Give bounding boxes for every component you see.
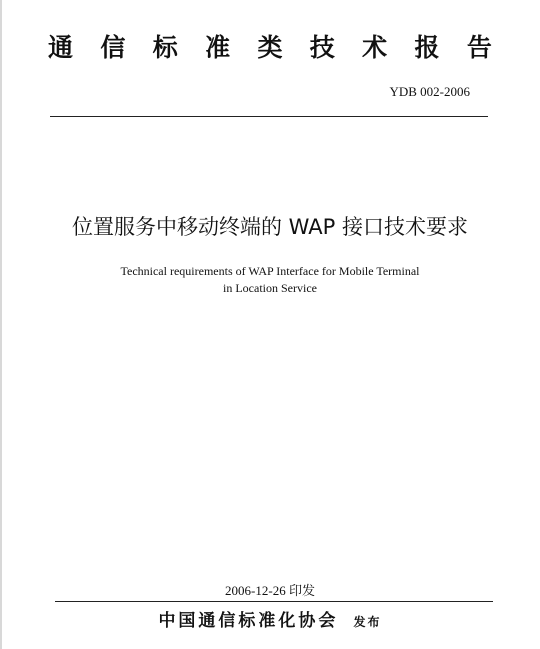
report-category-char: 通	[48, 33, 74, 62]
release-date: 2006-12-26 印发	[225, 583, 315, 598]
footer-divider	[55, 601, 493, 602]
report-category-char: 报	[414, 33, 440, 62]
english-subtitle	[0, 263, 540, 297]
publisher-row	[0, 608, 540, 635]
document-title: 位置服务中移动终端的 WAP 接口技术要求	[72, 215, 468, 239]
page-left-edge	[0, 0, 2, 649]
report-category-title	[48, 28, 492, 68]
header-divider	[50, 116, 488, 117]
report-category-char: 术	[362, 33, 388, 62]
report-category-char: 准	[205, 33, 231, 62]
publish-label: 发布	[353, 615, 382, 629]
report-category-char: 技	[309, 33, 335, 62]
report-category-char: 告	[466, 33, 492, 62]
publisher-name: 中国通信标准化协会	[158, 611, 339, 631]
english-subtitle-line: Technical requirements of WAP Interface for Mobile Terminal	[120, 264, 420, 278]
report-category-char: 信	[100, 33, 126, 62]
english-subtitle-line: in Location Service	[223, 281, 317, 295]
report-category-char: 类	[257, 33, 283, 62]
report-category-char: 标	[152, 33, 178, 62]
document-code: YDB 002-2006	[389, 84, 470, 99]
